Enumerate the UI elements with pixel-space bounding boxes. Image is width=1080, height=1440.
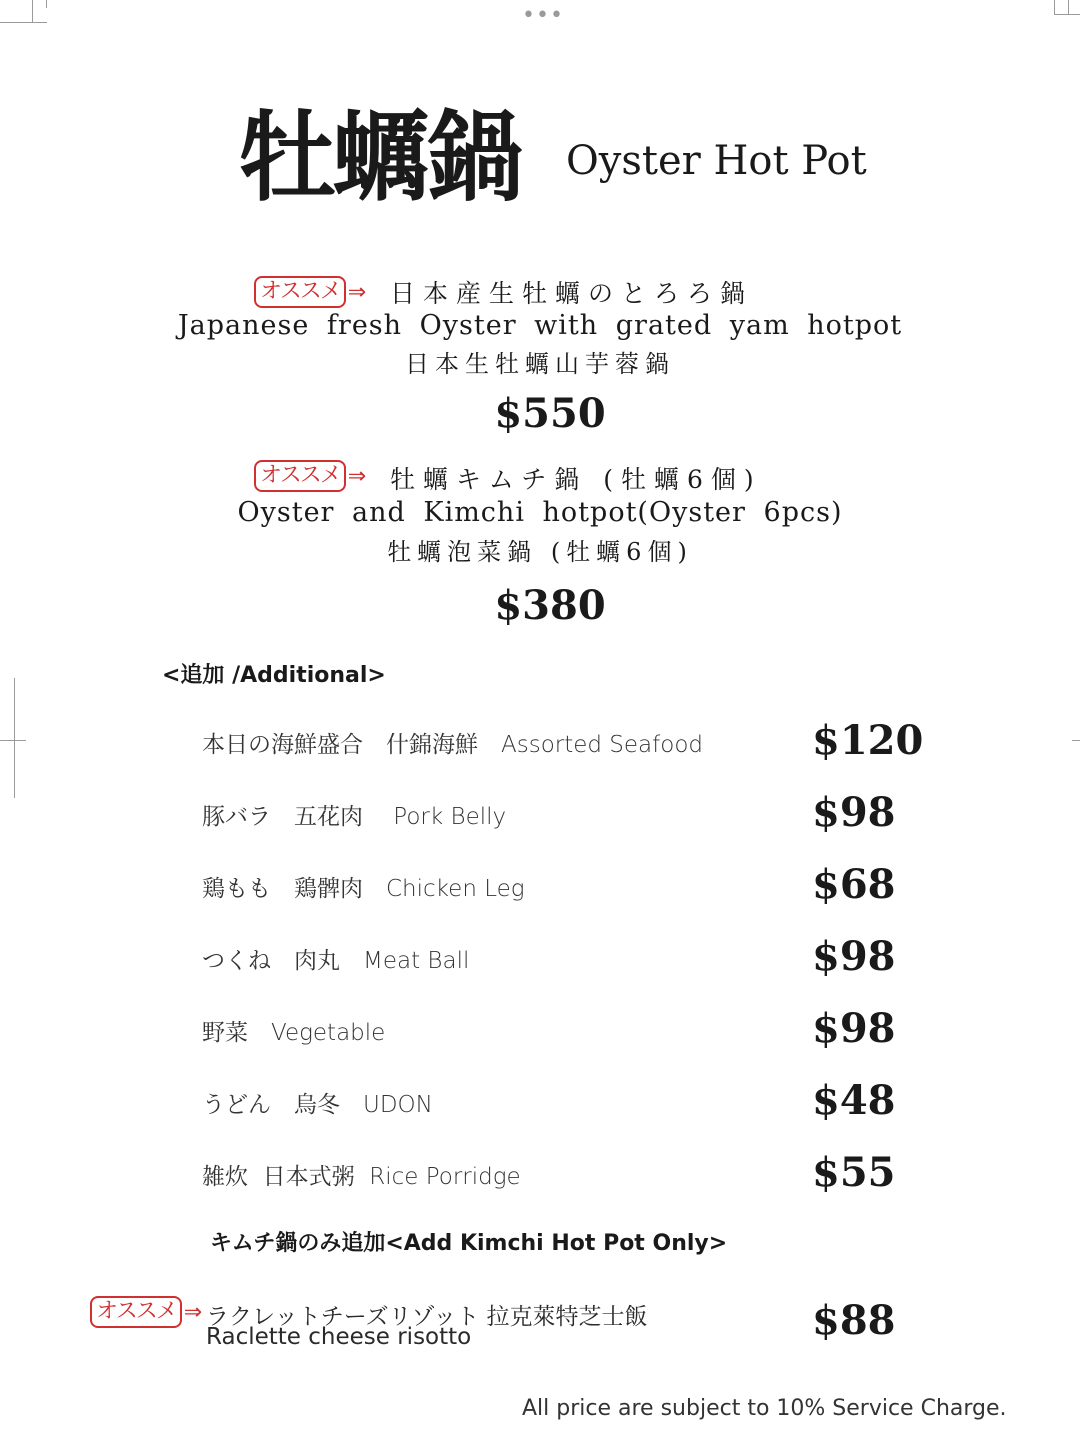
additional-item-name: 鶏もも 鶏髀肉 Chicken Leg <box>202 876 525 902</box>
crop-mark <box>1054 14 1080 15</box>
page-title-en: Oyster Hot Pot <box>566 138 867 184</box>
crop-mark <box>46 0 47 8</box>
crop-mark <box>1054 0 1055 14</box>
additional-item-name: 本日の海鮮盛合 什錦海鮮 Assorted Seafood <box>202 732 703 758</box>
featured-item-zh: 日本生牡蠣山芋蓉鍋 <box>405 350 675 378</box>
recommend-label: オススメ <box>90 1296 182 1328</box>
additional-item <box>202 1076 902 1126</box>
featured-item-price: $550 <box>494 390 606 437</box>
additional-item <box>202 860 902 910</box>
additional-item-name: 豚バラ 五花肉 Pork Belly <box>202 804 507 830</box>
additional-item <box>202 716 924 766</box>
crop-mark <box>0 22 47 23</box>
kimchi-only-item-name-en: Raclette cheese risotto <box>206 1324 472 1350</box>
additional-item-price: $55 <box>812 1149 896 1196</box>
featured-item-zh: 牡蠣泡菜鍋 (牡蠣6個) <box>387 538 693 566</box>
crop-mark <box>14 678 15 798</box>
additional-item-price: $120 <box>812 717 924 764</box>
recommend-stamp <box>90 1296 202 1328</box>
additional-item-price: $98 <box>812 789 896 836</box>
additional-item <box>202 1004 902 1054</box>
kimchi-only-item-price: $88 <box>812 1297 896 1344</box>
featured-item-jp: 牡蠣キムチ鍋 (牡蠣6個) <box>390 465 762 494</box>
more-dots-icon[interactable]: ••• <box>522 3 564 28</box>
additional-heading: <追加 /Additional> <box>162 663 386 688</box>
arrow-right-icon: ⇒ <box>347 463 367 489</box>
additional-item-name: 雑炊 日本式粥 Rice Porridge <box>202 1164 521 1190</box>
additional-item-price: $98 <box>812 933 896 980</box>
service-charge-note: All price are subject to 10% Service Charge. <box>522 1396 1007 1421</box>
featured-item-en: Oyster and Kimchi hotpot(Oyster 6pcs) <box>237 497 843 528</box>
featured-item-price: $380 <box>494 582 606 629</box>
crop-mark <box>32 0 33 22</box>
additional-item-name: うどん 烏冬 UDON <box>202 1092 433 1118</box>
additional-item <box>202 932 902 982</box>
featured-item-jp: 日本産生牡蠣のとろろ鍋 <box>390 279 754 308</box>
additional-item-name: 野菜 Vegetable <box>202 1020 386 1046</box>
additional-item <box>202 1148 902 1198</box>
crop-mark <box>0 740 26 741</box>
kimchi-only-item-name: ラクレットチーズリゾット 拉克萊特芝士飯 <box>206 1304 648 1330</box>
additional-item-price: $48 <box>812 1077 896 1124</box>
arrow-right-icon: ⇒ <box>183 1299 203 1325</box>
crop-mark <box>1068 0 1069 14</box>
additional-item-price: $68 <box>812 861 896 908</box>
recommend-label: オススメ <box>254 460 346 492</box>
additional-item-name: つくね 肉丸 Meat Ball <box>202 948 470 974</box>
featured-item-en: Japanese fresh Oyster with grated yam hotpot <box>177 310 903 341</box>
page-title-zh: 牡蠣鍋 <box>238 100 521 215</box>
kimchi-only-heading: キムチ鍋のみ追加<Add Kimchi Hot Pot Only> <box>210 1231 728 1256</box>
additional-item <box>202 788 902 838</box>
additional-item-price: $98 <box>812 1005 896 1052</box>
recommend-label: オススメ <box>254 276 346 308</box>
recommend-stamp <box>254 460 366 492</box>
arrow-right-icon: ⇒ <box>347 279 367 305</box>
recommend-stamp <box>254 276 366 308</box>
crop-mark <box>1072 740 1080 741</box>
